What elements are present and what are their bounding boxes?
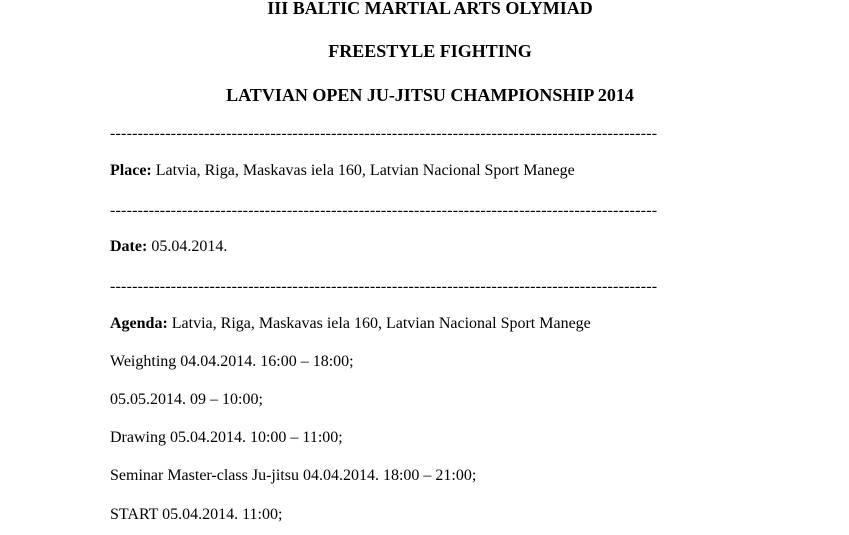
agenda-label: Agenda: (110, 315, 168, 332)
heading-olympiad: III BALTIC MARTIAL ARTS OLYMIAD (267, 0, 593, 18)
date-value: 05.04.2014. (147, 238, 228, 255)
date-line (110, 237, 227, 257)
place-line (110, 161, 575, 181)
agenda-item: 05.05.2014. 09 – 10:00; (110, 391, 263, 408)
agenda-value: Latvia, Riga, Maskavas iela 160, Latvian Nacional Sport Manege (167, 315, 591, 332)
divider-line: --------------------------------------------------------------------------------------------------- (110, 125, 658, 142)
place-label: Place: (110, 162, 152, 179)
agenda-item: START 05.04.2014. 11:00; (110, 506, 283, 523)
place-value: Latvia, Riga, Maskavas iela 160, Latvian Nacional Sport Manege (151, 162, 575, 179)
date-label: Date: (110, 238, 148, 255)
agenda-item: Weighting 04.04.2014. 16:00 – 18:00; (110, 353, 354, 370)
agenda-line (110, 314, 591, 334)
agenda-item: Drawing 05.04.2014. 10:00 – 11:00; (110, 429, 343, 446)
divider-line: --------------------------------------------------------------------------------------------------- (110, 278, 658, 295)
divider-line: --------------------------------------------------------------------------------------------------- (110, 202, 658, 219)
agenda-item: Seminar Master-class Ju-jitsu 04.04.2014. 18:00 – 21:00; (110, 467, 477, 484)
heading-freestyle-fighting: FREESTYLE FIGHTING (328, 41, 532, 61)
heading-championship: LATVIAN OPEN JU-JITSU CHAMPIONSHIP 2014 (226, 85, 634, 105)
